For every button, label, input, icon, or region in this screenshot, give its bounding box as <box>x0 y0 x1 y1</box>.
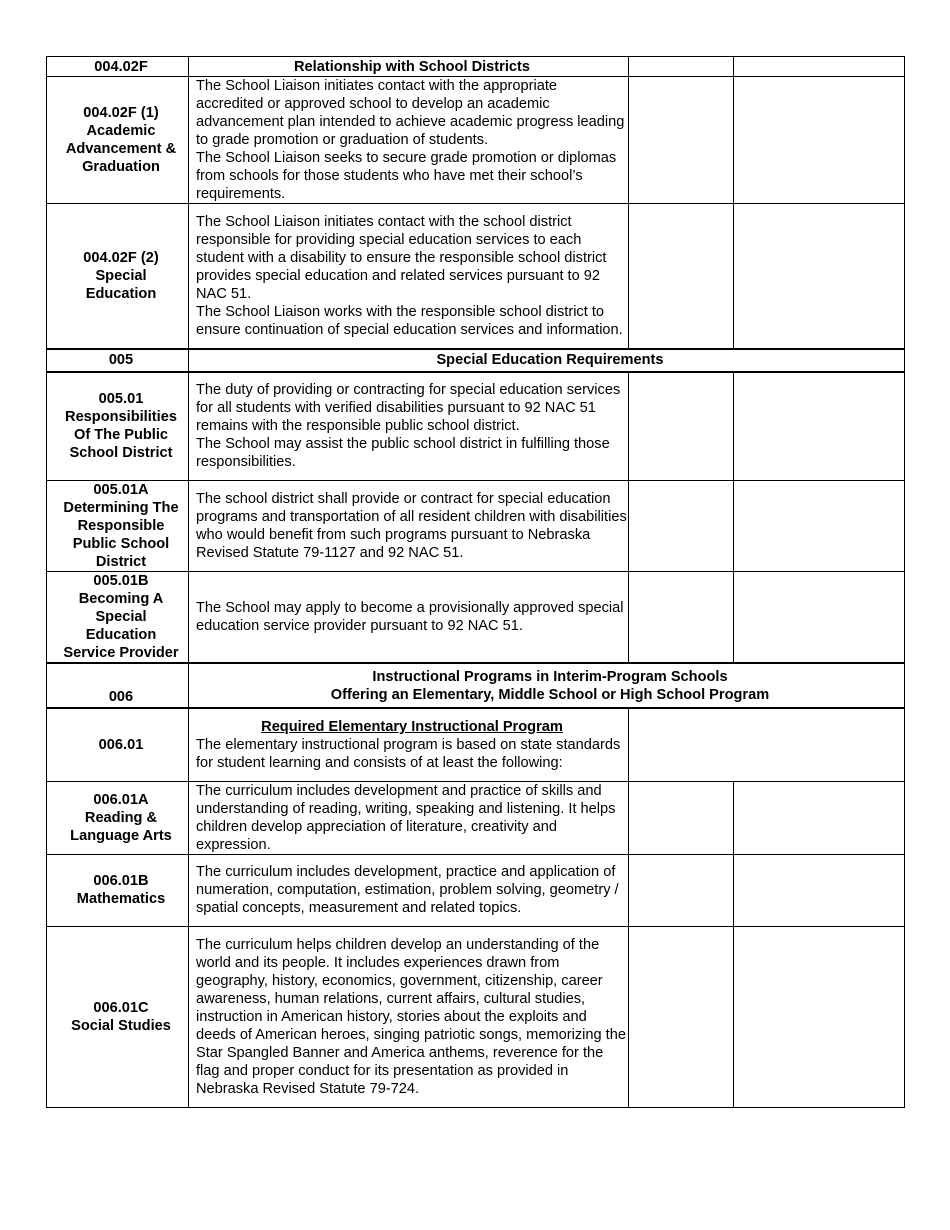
row-005-01b <box>47 572 905 664</box>
code-line: School District <box>69 445 173 462</box>
code-line: Public School <box>72 536 170 552</box>
blank-cell <box>629 572 734 664</box>
section-code <box>47 372 189 481</box>
section-code: 006 <box>47 663 189 708</box>
section-description <box>189 77 629 204</box>
section-title <box>189 663 905 708</box>
code-line: Determining The <box>63 500 179 516</box>
section-description <box>189 708 629 781</box>
code-line: Responsible <box>77 518 165 534</box>
code-line: Graduation <box>82 159 160 175</box>
code-line: 006.01A <box>93 791 149 808</box>
code-line: 004.02F (1) <box>83 105 159 121</box>
code-line: 005.01 <box>98 391 144 408</box>
code-line: Advancement & <box>65 141 177 157</box>
row-005 <box>47 349 905 372</box>
blank-cell <box>629 926 734 1107</box>
paragraph: The School may apply to become a provisionally approved special education service provider pursuant to 92 NAC 51. <box>196 600 624 634</box>
section-code <box>47 77 189 204</box>
paragraph: The School Liaison initiates contact with the school district responsible for providing special education services to each student with a disability to ensure the responsible school district provides special education and related services pursuant to 92 NAC 51. <box>196 213 607 302</box>
regulation-table <box>46 56 905 1108</box>
code-line: Education <box>85 627 157 643</box>
code-line: Mathematics <box>76 891 166 907</box>
section-description <box>189 854 629 926</box>
blank-cell <box>629 854 734 926</box>
section-code <box>47 204 189 349</box>
code-line: District <box>95 554 147 570</box>
row-004-02f-1 <box>47 77 905 204</box>
section-description <box>189 372 629 481</box>
code-line: Education <box>85 285 157 302</box>
code-line: Service Provider <box>63 645 179 661</box>
section-code <box>47 781 189 854</box>
code-line: 005.01B <box>93 573 149 589</box>
blank-cell <box>734 854 905 926</box>
blank-cell <box>734 481 905 572</box>
section-description <box>189 926 629 1107</box>
blank-cell <box>734 372 905 481</box>
blank-cell <box>629 204 734 349</box>
section-description <box>189 204 629 349</box>
row-006-01b <box>47 854 905 926</box>
paragraph: The School Liaison initiates contact with the appropriate accredited or approved school to develop an academic advancement plan intended to achieve academic progress leading to grade promotion or graduation of students. <box>196 78 625 148</box>
section-title: Relationship with School Districts <box>189 57 629 77</box>
section-description <box>189 481 629 572</box>
paragraph: The School Liaison seeks to secure grade promotion or diplomas from schools for those students who have met their school’s requirements. <box>196 150 617 202</box>
blank-cell <box>734 926 905 1107</box>
blank-cell <box>734 77 905 204</box>
blank-cell <box>629 77 734 204</box>
code-line: Of The Public <box>73 427 169 444</box>
section-code <box>47 926 189 1107</box>
row-006 <box>47 663 905 708</box>
row-005-01a <box>47 481 905 572</box>
row-006-01a <box>47 781 905 854</box>
section-code: 005 <box>47 349 189 372</box>
blank-cell <box>734 204 905 349</box>
blank-cell <box>629 481 734 572</box>
code-line: Special <box>95 609 147 625</box>
title-line: Offering an Elementary, Middle School or High School Program <box>330 686 770 703</box>
blank-cell <box>629 57 734 77</box>
paragraph: The elementary instructional program is based on state standards for student learning and consists of at least the following: <box>196 736 621 771</box>
paragraph: The School Liaison works with the responsible school district to ensure continuation of special education services and information. <box>196 303 623 338</box>
blank-cell <box>734 57 905 77</box>
code-line: Special <box>95 267 147 284</box>
code-line: 006.01C <box>93 999 149 1016</box>
paragraph: The duty of providing or contracting for special education services for all students with verified disabilities pursuant to 92 NAC 51 remains with the responsible public school district. <box>196 382 621 435</box>
section-description <box>189 572 629 664</box>
section-description <box>189 781 629 854</box>
code-line: Becoming A <box>78 591 164 607</box>
code-line: 006.01B <box>93 873 149 889</box>
title-line: Instructional Programs in Interim-Program Schools <box>372 668 728 685</box>
row-005-01 <box>47 372 905 481</box>
row-006-01 <box>47 708 905 781</box>
row-004-02f-2 <box>47 204 905 349</box>
code-line: 005.01A <box>93 482 149 498</box>
subsection-heading: Required Elementary Instructional Program <box>261 718 563 735</box>
section-title: Special Education Requirements <box>189 349 905 372</box>
code-line: Reading & <box>84 809 158 826</box>
code-line: Responsibilities <box>65 409 177 426</box>
blank-cell <box>629 781 734 854</box>
blank-cell <box>734 781 905 854</box>
blank-cell <box>629 372 734 481</box>
section-code <box>47 572 189 664</box>
blank-cell <box>629 708 905 781</box>
blank-cell <box>734 572 905 664</box>
code-line: Social Studies <box>71 1017 171 1034</box>
section-code: 006.01 <box>47 708 189 781</box>
section-code: 004.02F <box>47 57 189 77</box>
code-line: 004.02F (2) <box>83 249 159 266</box>
paragraph: The School may assist the public school district in fulfilling those responsibilities. <box>196 436 610 471</box>
paragraph: The curriculum includes development, practice and application of numeration, computation, estimation, problem solving, geometry / spatial concepts, measurement and related topics. <box>196 864 619 916</box>
row-004-02f <box>47 57 905 77</box>
code-line: Language Arts <box>70 827 172 844</box>
paragraph: The school district shall provide or contract for special education programs and transportation of all resident children with disabilities who would benefit from such programs pursuant to Nebraska Revised Statute 79-1127 and 92 NAC 51. <box>196 491 627 561</box>
section-code <box>47 854 189 926</box>
row-006-01c <box>47 926 905 1107</box>
code-line: Academic <box>86 123 156 139</box>
section-code <box>47 481 189 572</box>
paragraph: The curriculum helps children develop an understanding of the world and its people. It includes experiences drawn from geography, history, economics, government, citizenship, career awareness, human relations, current affairs, cultural studies, instruction in American history, stories about the exploits and deeds of American heroes, singing patriotic songs, memorizing the Star Spangled Banner and America anthems, reverence for the flag and proper conduct for its presentation as provided in Nebraska Revised Statute 79-724. <box>196 936 626 1097</box>
paragraph: The curriculum includes development and practice of skills and understanding of reading, writing, speaking and listening. It helps children develop appreciation of literature, creativity and expression. <box>196 782 616 853</box>
